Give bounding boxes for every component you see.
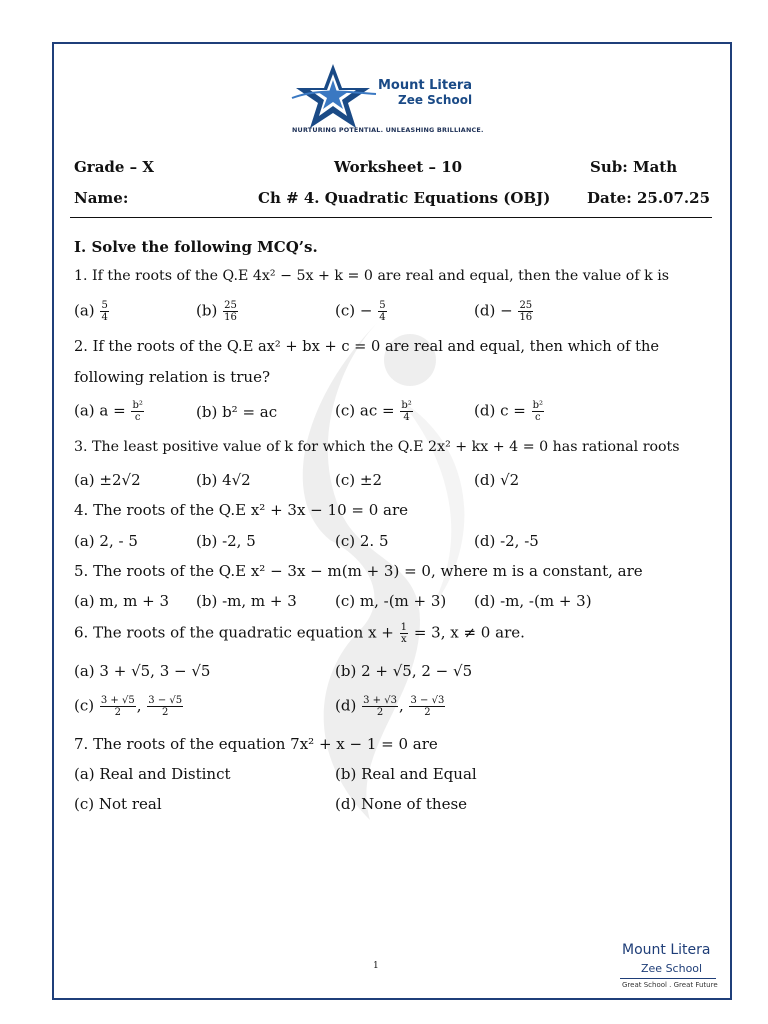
fraction [147,695,183,718]
denominator: 2 [114,707,121,718]
q2-option-a [74,400,145,423]
numerator: 3 − √3 [410,695,445,706]
logo-tagline: NURTURING POTENTIAL. UNLEASHING BRILLIANCE. [292,126,484,134]
q6-option-a: (a) 3 + √5, 3 − √5 [74,662,211,680]
denominator: 4 [379,312,386,323]
question-1: 1. If the roots of the Q.E 4x² − 5x + k = 0 are real and equal, then the value of k is [74,268,670,284]
section-heading: I. Solve the following MCQ’s. [74,238,318,256]
question-4: 4. The roots of the Q.E x² + 3x − 10 = 0 are [74,501,409,519]
denominator: 16 [224,312,237,323]
logo-line2: Zee School [398,93,473,107]
denominator: 2 [376,707,384,718]
option-label: (c) [74,696,95,715]
question-2-line-2: following relation is true? [74,368,270,386]
q6-option-b: (b) 2 + √5, 2 − √5 [335,662,473,680]
numerator: 3 + √3 [363,695,397,706]
numerator: 3 + √5 [100,695,135,706]
question-7: 7. The roots of the equation 7x² + x − 1 = 0 are [74,735,438,753]
q7-option-d: (d) None of these [335,795,468,813]
name-label: Name: [74,189,129,207]
option-label: (a) [74,301,95,320]
denominator: 2 [162,707,169,718]
denominator: 2 [424,707,431,718]
header-rule [70,217,712,218]
fraction [223,300,238,323]
q7-option-b: (b) Real and Equal [335,765,477,783]
fraction [131,400,143,423]
page-number: 1 [373,961,379,971]
q1-option-a [74,300,110,323]
q1-option-b [196,300,239,323]
numerator: 25 [224,300,237,311]
q6-option-c: (c) $\frac{3 + √5}{2}$ , $\frac{3 - √5}{2}$ [74,695,183,718]
q6-option-d: (d) $\frac{3 + √3}{2}$ , $\frac{3 - √3}{2}$ [335,695,445,718]
date-label: Date: 25.07.25 [587,189,711,207]
numerator: b² [401,400,412,411]
numerator: 5 [379,300,386,311]
q7-option-a: (a) Real and Distinct [74,765,231,783]
chapter-title: Ch # 4. Quadratic Equations (OBJ) [258,189,551,207]
q5-option-d: (d) -m, -(m + 3) [474,592,592,610]
numerator: 1 [400,622,408,633]
q3-option-c: (c) ±2 [335,471,382,489]
q5-option-b: (b) -m, m + 3 [196,592,297,610]
q3-option-b: (b) 4√2 [196,471,251,489]
q7-option-c: (c) Not real [74,795,162,813]
footer-brand-school: Zee School [641,962,703,975]
fraction [532,400,544,423]
q4-option-d: (d) -2, -5 [474,532,539,550]
q2-option-c [335,400,414,423]
denominator: x [401,634,407,645]
option-label: (b) [196,301,218,320]
numerator: b² [532,400,544,411]
option-label: (c) ac = [335,401,395,420]
question-2-line-1: 2. If the roots of the Q.E ax² + bx + c = 0 are real and equal, then which of the [74,338,660,355]
option-label: (d) − [474,301,513,320]
numerator: 5 [101,300,108,311]
footer-brand-tagline: Great School . Great Future [622,981,718,989]
option-label: (c) − [335,301,373,320]
q5-option-a: (a) m, m + 3 [74,592,170,610]
numerator: 25 [519,300,533,311]
q3-option-a: (a) ±2√2 [74,471,141,489]
q1-option-d [474,300,534,323]
fraction [518,300,533,323]
q2-option-b: (b) b² = ac [196,403,278,421]
question-6-pre: 6. The roots of the quadratic equation x + [74,623,394,642]
fraction [100,695,136,718]
q3-option-d: (d) √2 [474,471,520,489]
question-3: 3. The least positive value of k for which the Q.E 2x² + kx + 4 = 0 has rational roots [74,439,680,455]
q4-option-b: (b) -2, 5 [196,532,256,550]
footer-brand-name: Mount Litera [622,942,711,958]
worksheet-label: Worksheet – 10 [334,158,463,176]
numerator: 3 − √5 [148,695,183,706]
fraction [100,300,108,323]
fraction [378,300,386,323]
footer-brand-divider [620,978,716,979]
option-label: (d) c = [474,401,526,420]
denominator: 16 [519,312,533,323]
watermark-logo [250,280,510,840]
question-6 [74,622,525,645]
question-5: 5. The roots of the Q.E x² − 3x − m(m + 3) = 0, where m is a constant, are [74,562,643,580]
q4-option-a: (a) 2, - 5 [74,532,138,550]
numerator: b² [132,400,143,411]
fraction [400,622,408,645]
subject-label: Sub: Math [590,158,678,176]
fraction [400,400,412,423]
fraction [362,695,398,718]
denominator: 4 [403,412,410,423]
option-label: (d) [335,696,357,715]
logo-line1: Mount Litera [378,78,473,93]
question-6-post: = 3, x ≠ 0 are. [413,623,525,642]
fraction [409,695,445,718]
grade-label: Grade – X [74,158,155,176]
denominator: c [134,412,141,423]
denominator: 4 [101,312,108,323]
option-label: (a) a = [74,401,126,420]
q4-option-c: (c) 2. 5 [335,532,389,550]
q5-option-c: (c) m, -(m + 3) [335,592,447,610]
q2-option-d [474,400,545,423]
denominator: c [535,412,541,423]
q1-option-c [335,300,388,323]
